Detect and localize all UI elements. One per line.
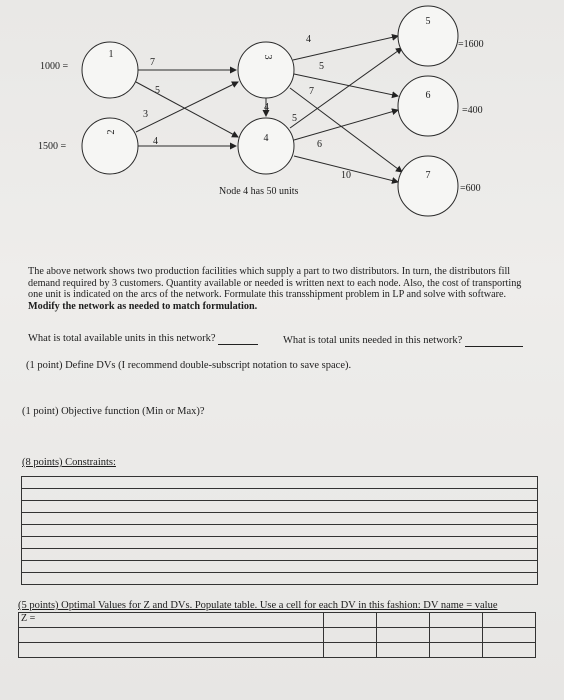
cost-1-4: 5 (155, 85, 160, 96)
dv-cell[interactable] (482, 643, 535, 658)
node-label-4: 4 (263, 133, 269, 144)
node-label-3: 3 (262, 54, 273, 60)
node-label-7: 7 (425, 170, 431, 181)
question-dvs: (1 point) Define DVs (I recommend double-subscript notation to save space). (26, 360, 352, 371)
problem-description (28, 266, 536, 312)
network-diagram (0, 0, 564, 260)
node-label-1: 1 (108, 49, 114, 60)
cost-1-3: 7 (150, 57, 155, 68)
dv-cell[interactable] (429, 613, 482, 628)
question-available (28, 333, 258, 345)
dv-cell[interactable] (482, 628, 535, 643)
arc-1-4 (136, 82, 238, 137)
constraint-cell[interactable] (22, 501, 538, 513)
dv-cell[interactable] (323, 628, 376, 643)
answer-needed-blank[interactable] (465, 346, 523, 347)
demand-node-7: =600 (460, 183, 481, 194)
question-available-text: What is total available units in this network? (28, 333, 216, 344)
table-row (22, 477, 538, 489)
cost-2-4: 4 (153, 136, 158, 147)
constraint-cell[interactable] (22, 573, 538, 585)
node-4-note: Node 4 has 50 units (219, 186, 299, 197)
cost-3-6: 5 (319, 61, 324, 72)
arc-4-5 (290, 48, 402, 128)
cost-3-7: 7 (309, 86, 314, 97)
dv-cell[interactable] (429, 628, 482, 643)
dv-cell[interactable] (323, 613, 376, 628)
dv-cell[interactable] (19, 643, 324, 658)
cost-2-3: 3 (143, 109, 148, 120)
table-row (22, 501, 538, 513)
cost-4-5: 5 (292, 113, 297, 124)
node-4 (238, 118, 294, 174)
z-value-cell[interactable] (19, 613, 324, 628)
cost-3-4: 4 (264, 102, 269, 113)
dv-cell[interactable] (376, 628, 429, 643)
answer-available-blank[interactable] (218, 344, 258, 345)
question-needed-text: What is total units needed in this network? (283, 335, 463, 346)
constraint-cell[interactable] (22, 561, 538, 573)
node-label-2: 2 (106, 129, 117, 135)
cost-4-7: 10 (341, 170, 351, 181)
question-needed (283, 335, 523, 347)
question-optimal-values: (5 points) Optimal Values for Z and DVs. Populate table. Use a cell for each DV in this fashion: DV name = value (18, 600, 498, 611)
table-row (22, 561, 538, 573)
demand-node-5: =1600 (458, 39, 484, 50)
constraints-table (21, 476, 538, 585)
table-row (22, 489, 538, 501)
z-label: Z = (21, 613, 36, 624)
table-row (22, 537, 538, 549)
table-row (19, 643, 536, 658)
dv-cell[interactable] (376, 643, 429, 658)
dv-cell[interactable] (376, 613, 429, 628)
problem-bold-instruction: Modify the network as needed to match formulation. (28, 300, 258, 312)
table-row (22, 549, 538, 561)
node-3 (238, 42, 294, 98)
cost-3-5: 4 (306, 34, 311, 45)
question-constraints: (8 points) Constraints: (22, 457, 116, 468)
table-row (19, 628, 536, 643)
table-row (22, 573, 538, 585)
table-row (22, 525, 538, 537)
node-6 (398, 76, 458, 136)
supply-node-2: 1500 = (38, 141, 67, 152)
dv-cell[interactable] (323, 643, 376, 658)
question-objective: (1 point) Objective function (Min or Max)? (22, 406, 205, 417)
constraint-cell[interactable] (22, 513, 538, 525)
node-5 (398, 6, 458, 66)
constraint-cell[interactable] (22, 489, 538, 501)
constraint-cell[interactable] (22, 525, 538, 537)
optimal-values-table (18, 612, 536, 658)
dv-cell[interactable] (429, 643, 482, 658)
demand-node-6: =400 (462, 105, 483, 116)
table-row (22, 513, 538, 525)
cost-4-6: 6 (317, 139, 322, 150)
dv-cell[interactable] (482, 613, 535, 628)
supply-node-1: 1000 = (40, 61, 69, 72)
node-2 (82, 118, 138, 174)
constraint-cell[interactable] (22, 549, 538, 561)
table-row (19, 613, 536, 628)
node-label-6: 6 (425, 90, 431, 101)
dv-cell[interactable] (19, 628, 324, 643)
constraint-cell[interactable] (22, 477, 538, 489)
problem-text: The above network shows two production facilities which supply a part to two distributors. In turn, the distributors fill demand required by 3 customers. Quantity available or needed is written next to each node. Also, the cost of transporting one unit is indicated on the arcs of the network. Formulate this transshipment problem in LP and solve with software. (28, 266, 522, 300)
constraint-cell[interactable] (22, 537, 538, 549)
node-7 (398, 156, 458, 216)
arc-2-3 (136, 82, 238, 132)
node-label-5: 5 (425, 16, 431, 27)
